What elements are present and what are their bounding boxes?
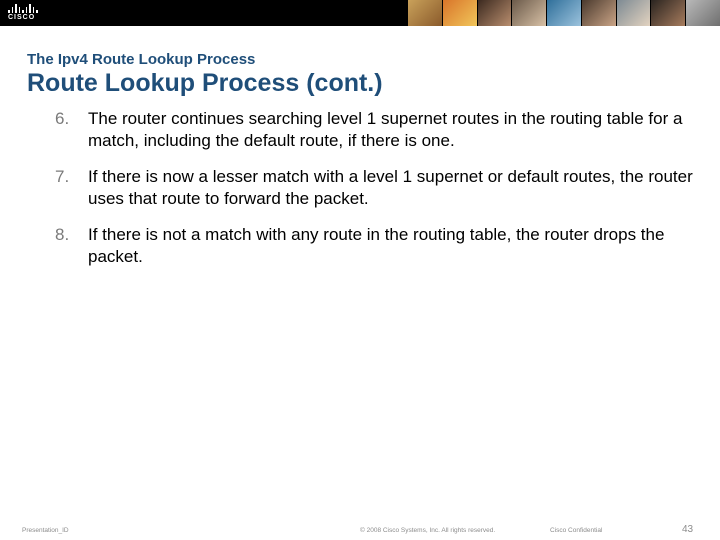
photo-banner bbox=[408, 0, 720, 26]
photo-tile bbox=[478, 0, 512, 26]
list-item bbox=[55, 166, 695, 210]
top-banner bbox=[0, 0, 720, 26]
item-number: 7. bbox=[55, 167, 70, 186]
photo-tile bbox=[512, 0, 546, 26]
photo-tile bbox=[617, 0, 651, 26]
cisco-bridge-icon bbox=[8, 4, 42, 13]
photo-tile bbox=[651, 0, 685, 26]
cisco-wordmark: CISCO bbox=[8, 14, 36, 21]
item-number: 8. bbox=[55, 225, 70, 244]
footer-copyright: © 2008 Cisco Systems, Inc. All rights reserved. bbox=[360, 527, 496, 534]
list-item bbox=[55, 224, 695, 268]
slide-title: Route Lookup Process (cont.) bbox=[27, 69, 383, 97]
photo-tile bbox=[443, 0, 477, 26]
footer-confidential: Cisco Confidential bbox=[550, 527, 603, 534]
item-text: If there is not a match with any route in the routing table, the router drops the packet. bbox=[88, 225, 665, 266]
footer-presentation-id: Presentation_ID bbox=[22, 527, 69, 534]
photo-tile bbox=[582, 0, 616, 26]
photo-tile bbox=[686, 0, 720, 26]
page-number: 43 bbox=[682, 524, 694, 535]
photo-tile bbox=[547, 0, 581, 26]
item-text: If there is now a lesser match with a level 1 supernet or default routes, the router uses that route to forward the packet. bbox=[88, 167, 693, 208]
item-number: 6. bbox=[55, 109, 70, 128]
step-list bbox=[55, 108, 695, 282]
slide-subtitle: The Ipv4 Route Lookup Process bbox=[27, 51, 256, 68]
cisco-logo bbox=[8, 4, 42, 22]
item-text: The router continues searching level 1 supernet routes in the routing table for a match, including the default route, if there is one. bbox=[88, 109, 683, 150]
list-item bbox=[55, 108, 695, 152]
photo-tile bbox=[408, 0, 442, 26]
